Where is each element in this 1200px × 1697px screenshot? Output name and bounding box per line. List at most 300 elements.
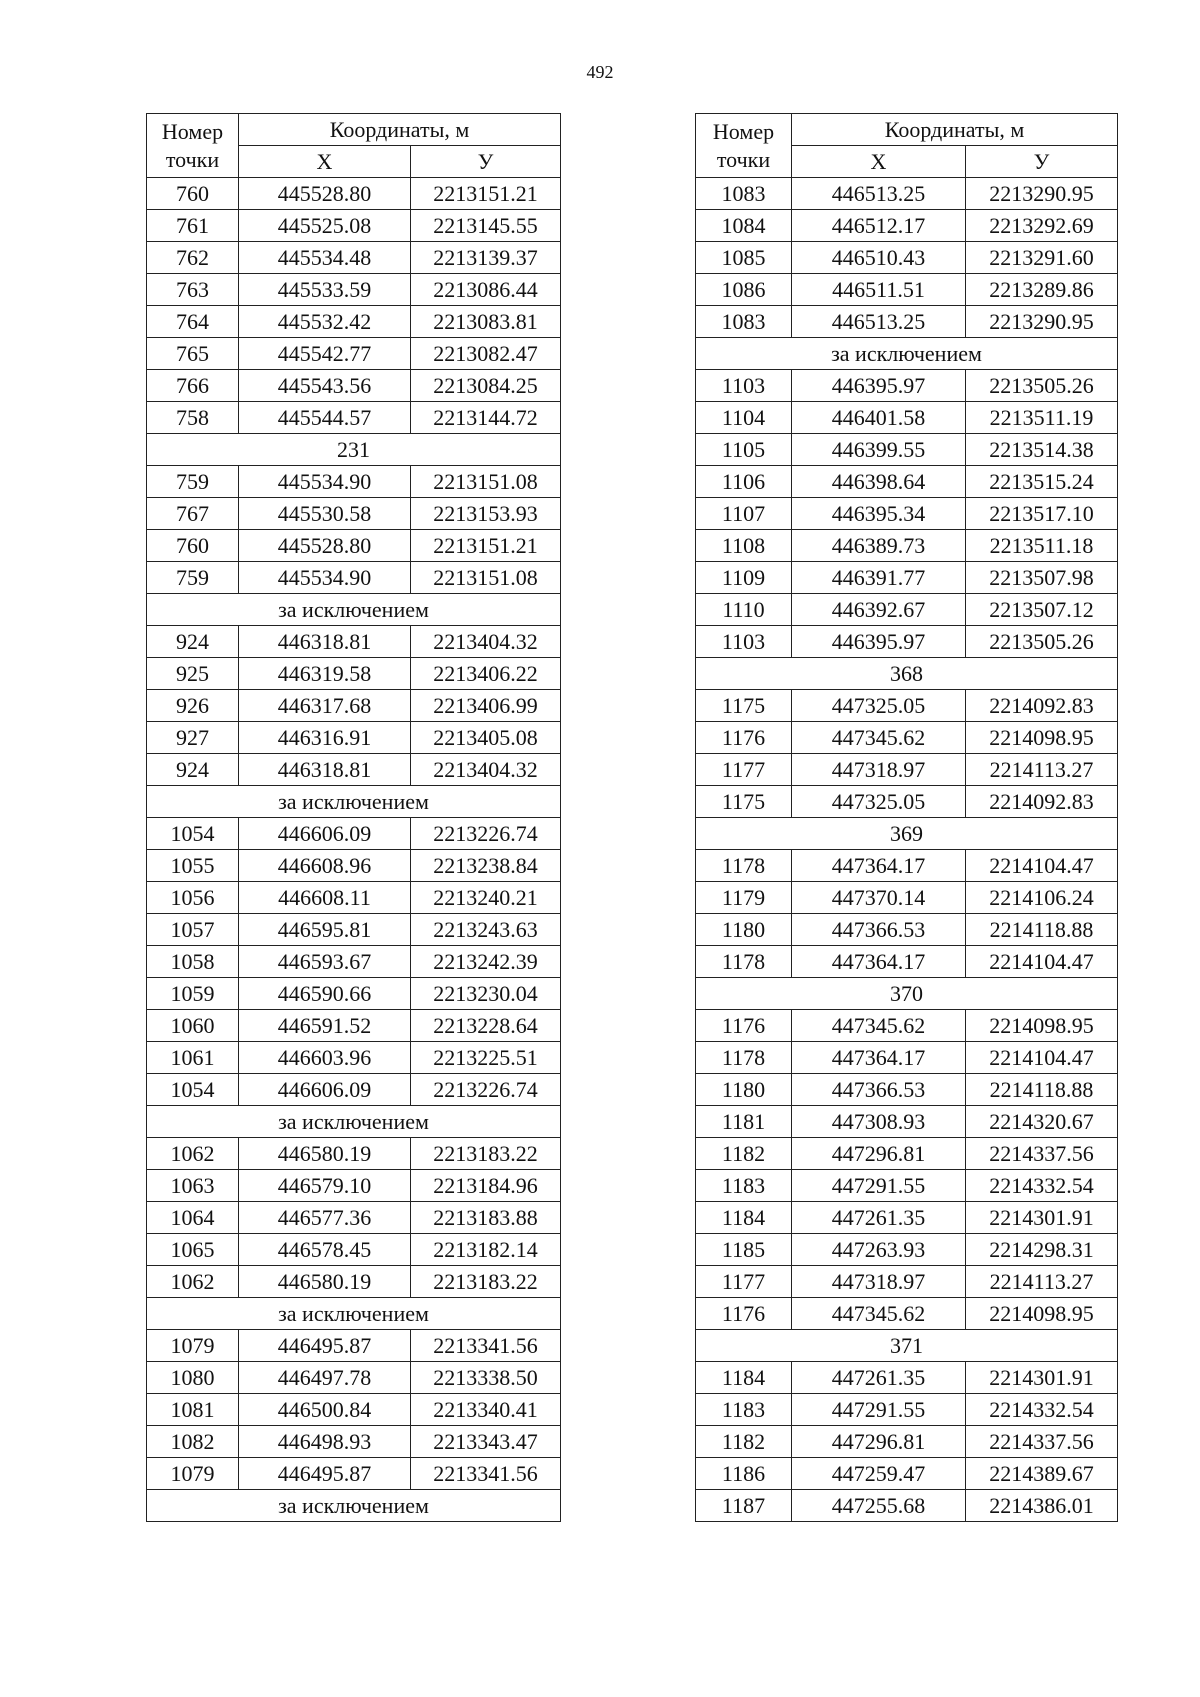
x-coordinate-cell: 446608.96: [239, 850, 411, 882]
x-coordinate-cell: 446401.58: [792, 402, 966, 434]
table-row: [147, 1394, 561, 1426]
point-number-header-line1: Номер: [712, 118, 775, 144]
y-coordinate-cell: 2213289.86: [966, 274, 1118, 306]
y-coordinate-cell: 2213153.93: [411, 498, 561, 530]
section-label: за исключением: [147, 786, 561, 818]
x-coordinate-cell: 445544.57: [239, 402, 411, 434]
section-row: [147, 434, 561, 466]
point-number-cell: 1176: [696, 722, 792, 754]
point-number-cell: 925: [147, 658, 239, 690]
point-number-header: [696, 114, 792, 178]
point-number-cell: 1057: [147, 914, 239, 946]
table-row: [696, 1106, 1118, 1138]
y-coordinate-cell: 2214389.67: [966, 1458, 1118, 1490]
x-coordinate-cell: 446318.81: [239, 626, 411, 658]
y-coordinate-cell: 2213238.84: [411, 850, 561, 882]
section-row: [696, 338, 1118, 370]
point-number-cell: 1080: [147, 1362, 239, 1394]
y-coordinate-cell: 2214118.88: [966, 914, 1118, 946]
y-coordinate-cell: 2213230.04: [411, 978, 561, 1010]
y-coordinate-cell: 2214104.47: [966, 1042, 1118, 1074]
table-row: [147, 690, 561, 722]
point-number-cell: 1175: [696, 786, 792, 818]
y-coordinate-cell: 2213151.21: [411, 530, 561, 562]
table-row: [147, 1010, 561, 1042]
table-row: [147, 1458, 561, 1490]
table-row: [147, 370, 561, 402]
table-row: [696, 402, 1118, 434]
point-number-cell: 1107: [696, 498, 792, 530]
y-coordinate-cell: 2214104.47: [966, 946, 1118, 978]
point-number-cell: 1054: [147, 818, 239, 850]
point-number-cell: 1082: [147, 1426, 239, 1458]
point-number-cell: 1083: [696, 178, 792, 210]
point-number-cell: 1056: [147, 882, 239, 914]
x-coordinate-cell: 446606.09: [239, 1074, 411, 1106]
table-row: [147, 562, 561, 594]
point-number-cell: 1181: [696, 1106, 792, 1138]
point-number-cell: 1178: [696, 1042, 792, 1074]
table-row: [696, 434, 1118, 466]
table-row: [696, 1138, 1118, 1170]
x-coordinate-cell: 446317.68: [239, 690, 411, 722]
table-row: [696, 306, 1118, 338]
x-coordinate-cell: 445534.48: [239, 242, 411, 274]
section-row: [147, 1298, 561, 1330]
x-coordinate-cell: 446578.45: [239, 1234, 411, 1266]
table-row: [696, 1010, 1118, 1042]
y-coordinate-cell: 2213406.99: [411, 690, 561, 722]
table-row: [147, 498, 561, 530]
point-number-header-line1: Номер: [161, 118, 224, 144]
point-number-cell: 1182: [696, 1138, 792, 1170]
table-row: [147, 306, 561, 338]
section-row: [696, 1330, 1118, 1362]
x-coordinate-cell: 447366.53: [792, 1074, 966, 1106]
y-coordinate-cell: 2213340.41: [411, 1394, 561, 1426]
table-row: [696, 850, 1118, 882]
point-number-cell: 1055: [147, 850, 239, 882]
point-number-cell: 1106: [696, 466, 792, 498]
y-coordinate-cell: 2214104.47: [966, 850, 1118, 882]
x-coordinate-cell: 447345.62: [792, 722, 966, 754]
table-row: [147, 754, 561, 786]
y-coordinate-cell: 2213290.95: [966, 178, 1118, 210]
table-row: [147, 466, 561, 498]
y-coordinate-cell: 2213341.56: [411, 1458, 561, 1490]
table-row: [696, 786, 1118, 818]
y-header: У: [966, 146, 1118, 178]
table-row: [147, 946, 561, 978]
point-number-cell: 1176: [696, 1298, 792, 1330]
x-coordinate-cell: 447291.55: [792, 1394, 966, 1426]
x-coordinate-cell: 445534.90: [239, 466, 411, 498]
table-row: [696, 1458, 1118, 1490]
y-coordinate-cell: 2213511.19: [966, 402, 1118, 434]
point-number-cell: 1064: [147, 1202, 239, 1234]
x-coordinate-cell: 445525.08: [239, 210, 411, 242]
section-row: [696, 658, 1118, 690]
x-coordinate-cell: 446495.87: [239, 1458, 411, 1490]
table-row: [696, 1394, 1118, 1426]
y-coordinate-cell: 2213290.95: [966, 306, 1118, 338]
table-row: [147, 210, 561, 242]
point-number-cell: 765: [147, 338, 239, 370]
x-coordinate-cell: 446498.93: [239, 1426, 411, 1458]
table-row: [696, 1490, 1118, 1522]
table-row: [696, 914, 1118, 946]
x-coordinate-cell: 446398.64: [792, 466, 966, 498]
x-coordinate-cell: 445532.42: [239, 306, 411, 338]
section-row: [696, 978, 1118, 1010]
point-number-cell: 1103: [696, 626, 792, 658]
x-coordinate-cell: 447364.17: [792, 850, 966, 882]
coordinates-header: Координаты, м: [792, 114, 1118, 146]
x-coordinate-cell: 446603.96: [239, 1042, 411, 1074]
y-coordinate-cell: 2213291.60: [966, 242, 1118, 274]
point-number-cell: 1085: [696, 242, 792, 274]
point-number-cell: 1062: [147, 1138, 239, 1170]
y-coordinate-cell: 2214113.27: [966, 754, 1118, 786]
x-coordinate-cell: 446495.87: [239, 1330, 411, 1362]
point-number-cell: 1084: [696, 210, 792, 242]
point-number-cell: 764: [147, 306, 239, 338]
table-row: [696, 1298, 1118, 1330]
point-number-cell: 1108: [696, 530, 792, 562]
coordinates-header: Координаты, м: [239, 114, 561, 146]
table-row: [147, 338, 561, 370]
table-row: [147, 1426, 561, 1458]
table-row: [696, 370, 1118, 402]
y-coordinate-cell: 2213084.25: [411, 370, 561, 402]
point-number-cell: 1185: [696, 1234, 792, 1266]
x-coordinate-cell: 447364.17: [792, 946, 966, 978]
point-number-cell: 926: [147, 690, 239, 722]
point-number-cell: 924: [147, 754, 239, 786]
y-coordinate-cell: 2213183.22: [411, 1266, 561, 1298]
x-coordinate-cell: 446580.19: [239, 1266, 411, 1298]
point-number-cell: 1083: [696, 306, 792, 338]
section-row: [147, 1106, 561, 1138]
x-coordinate-cell: 446318.81: [239, 754, 411, 786]
point-number-cell: 1175: [696, 690, 792, 722]
x-coordinate-cell: 447325.05: [792, 786, 966, 818]
point-number-cell: 1079: [147, 1330, 239, 1362]
point-number-cell: 758: [147, 402, 239, 434]
y-coordinate-cell: 2214092.83: [966, 690, 1118, 722]
x-coordinate-cell: 446391.77: [792, 562, 966, 594]
x-coordinate-cell: 447255.68: [792, 1490, 966, 1522]
point-number-cell: 1059: [147, 978, 239, 1010]
x-coordinate-cell: 446590.66: [239, 978, 411, 1010]
table-row: [147, 722, 561, 754]
y-coordinate-cell: 2213226.74: [411, 1074, 561, 1106]
y-coordinate-cell: 2214118.88: [966, 1074, 1118, 1106]
table-row: [147, 1234, 561, 1266]
section-row: [147, 1490, 561, 1522]
y-coordinate-cell: 2213183.88: [411, 1202, 561, 1234]
point-number-cell: 759: [147, 562, 239, 594]
y-coordinate-cell: 2214298.31: [966, 1234, 1118, 1266]
point-number-cell: 760: [147, 178, 239, 210]
x-coordinate-cell: 447263.93: [792, 1234, 966, 1266]
y-coordinate-cell: 2213405.08: [411, 722, 561, 754]
x-coordinate-cell: 446591.52: [239, 1010, 411, 1042]
y-coordinate-cell: 2213406.22: [411, 658, 561, 690]
point-number-cell: 1178: [696, 850, 792, 882]
point-number-cell: 1109: [696, 562, 792, 594]
table-row: [696, 1074, 1118, 1106]
table-row: [147, 1266, 561, 1298]
y-coordinate-cell: 2214301.91: [966, 1202, 1118, 1234]
point-number-cell: 1182: [696, 1426, 792, 1458]
y-coordinate-cell: 2213507.98: [966, 562, 1118, 594]
y-coordinate-cell: 2214337.56: [966, 1426, 1118, 1458]
table-body-right: [696, 178, 1118, 1522]
y-coordinate-cell: 2214332.54: [966, 1394, 1118, 1426]
x-coordinate-cell: 446319.58: [239, 658, 411, 690]
y-coordinate-cell: 2214113.27: [966, 1266, 1118, 1298]
y-coordinate-cell: 2213507.12: [966, 594, 1118, 626]
y-coordinate-cell: 2213404.32: [411, 754, 561, 786]
y-coordinate-cell: 2213517.10: [966, 498, 1118, 530]
y-coordinate-cell: 2213086.44: [411, 274, 561, 306]
y-coordinate-cell: 2213226.74: [411, 818, 561, 850]
y-coordinate-cell: 2213292.69: [966, 210, 1118, 242]
table-row: [147, 530, 561, 562]
point-number-cell: 1187: [696, 1490, 792, 1522]
table-row: [696, 1234, 1118, 1266]
table-row: [696, 1362, 1118, 1394]
point-number-cell: 1104: [696, 402, 792, 434]
table-row: [147, 626, 561, 658]
point-number-cell: 1184: [696, 1362, 792, 1394]
y-coordinate-cell: 2213184.96: [411, 1170, 561, 1202]
y-coordinate-cell: 2214098.95: [966, 1298, 1118, 1330]
y-coordinate-cell: 2213151.21: [411, 178, 561, 210]
table-row: [147, 274, 561, 306]
section-label: за исключением: [147, 1298, 561, 1330]
y-coordinate-cell: 2213404.32: [411, 626, 561, 658]
y-coordinate-cell: 2213338.50: [411, 1362, 561, 1394]
table-row: [147, 242, 561, 274]
point-number-cell: 1184: [696, 1202, 792, 1234]
y-coordinate-cell: 2214301.91: [966, 1362, 1118, 1394]
y-coordinate-cell: 2213182.14: [411, 1234, 561, 1266]
x-coordinate-cell: 445528.80: [239, 530, 411, 562]
section-label: за исключением: [147, 1490, 561, 1522]
y-coordinate-cell: 2213151.08: [411, 562, 561, 594]
section-label: 371: [696, 1330, 1118, 1362]
x-coordinate-cell: 445534.90: [239, 562, 411, 594]
x-coordinate-cell: 446595.81: [239, 914, 411, 946]
point-number-cell: 761: [147, 210, 239, 242]
table-row: [147, 914, 561, 946]
x-coordinate-cell: 445543.56: [239, 370, 411, 402]
y-coordinate-cell: 2214332.54: [966, 1170, 1118, 1202]
y-coordinate-cell: 2214092.83: [966, 786, 1118, 818]
y-coordinate-cell: 2214098.95: [966, 722, 1118, 754]
y-coordinate-cell: 2214386.01: [966, 1490, 1118, 1522]
point-number-cell: 1177: [696, 754, 792, 786]
point-number-cell: 760: [147, 530, 239, 562]
point-number-cell: 1180: [696, 1074, 792, 1106]
x-coordinate-cell: 445542.77: [239, 338, 411, 370]
section-label: за исключением: [147, 1106, 561, 1138]
point-number-cell: 1058: [147, 946, 239, 978]
x-coordinate-cell: 445533.59: [239, 274, 411, 306]
x-coordinate-cell: 447325.05: [792, 690, 966, 722]
table-row: [696, 1266, 1118, 1298]
table-row: [147, 1074, 561, 1106]
page-number: 492: [586, 62, 614, 82]
point-number-cell: 1063: [147, 1170, 239, 1202]
section-label: 369: [696, 818, 1118, 850]
x-coordinate-cell: 445530.58: [239, 498, 411, 530]
table-row: [696, 466, 1118, 498]
point-number-cell: 1061: [147, 1042, 239, 1074]
x-coordinate-cell: 447261.35: [792, 1202, 966, 1234]
x-coordinate-cell: 447318.97: [792, 754, 966, 786]
x-coordinate-cell: 446579.10: [239, 1170, 411, 1202]
x-coordinate-cell: 446580.19: [239, 1138, 411, 1170]
table-row: [696, 1170, 1118, 1202]
x-coordinate-cell: 446395.97: [792, 370, 966, 402]
x-coordinate-cell: 446511.51: [792, 274, 966, 306]
table-body-left: [147, 178, 561, 1522]
point-number-cell: 767: [147, 498, 239, 530]
x-header: X: [792, 146, 966, 178]
x-coordinate-cell: 446513.25: [792, 306, 966, 338]
table-row: [696, 722, 1118, 754]
section-label: 231: [147, 434, 561, 466]
point-number-cell: 759: [147, 466, 239, 498]
table-row: [147, 402, 561, 434]
table-row: [147, 658, 561, 690]
y-coordinate-cell: 2214106.24: [966, 882, 1118, 914]
y-coordinate-cell: 2213511.18: [966, 530, 1118, 562]
table-row: [696, 178, 1118, 210]
y-coordinate-cell: 2213228.64: [411, 1010, 561, 1042]
y-coordinate-cell: 2213144.72: [411, 402, 561, 434]
x-coordinate-cell: 446399.55: [792, 434, 966, 466]
table-row: [696, 562, 1118, 594]
point-number-cell: 1065: [147, 1234, 239, 1266]
table-row: [147, 1042, 561, 1074]
x-coordinate-cell: 446510.43: [792, 242, 966, 274]
x-coordinate-cell: 446497.78: [239, 1362, 411, 1394]
table-row: [147, 850, 561, 882]
table-row: [696, 946, 1118, 978]
x-coordinate-cell: 447345.62: [792, 1010, 966, 1042]
table-row: [696, 530, 1118, 562]
point-number-cell: 1186: [696, 1458, 792, 1490]
x-coordinate-cell: 447259.47: [792, 1458, 966, 1490]
x-coordinate-cell: 446513.25: [792, 178, 966, 210]
y-coordinate-cell: 2213514.38: [966, 434, 1118, 466]
point-number-cell: 1103: [696, 370, 792, 402]
y-coordinate-cell: 2213225.51: [411, 1042, 561, 1074]
table-header-row: [696, 114, 1118, 146]
table-row: [147, 1330, 561, 1362]
point-number-cell: 1110: [696, 594, 792, 626]
y-coordinate-cell: 2213151.08: [411, 466, 561, 498]
section-row: [147, 786, 561, 818]
x-coordinate-cell: 447370.14: [792, 882, 966, 914]
x-coordinate-cell: 447345.62: [792, 1298, 966, 1330]
section-row: [147, 594, 561, 626]
y-coordinate-cell: 2213083.81: [411, 306, 561, 338]
x-coordinate-cell: 447296.81: [792, 1426, 966, 1458]
point-number-cell: 1180: [696, 914, 792, 946]
x-coordinate-cell: 447364.17: [792, 1042, 966, 1074]
table-header-row: [147, 114, 561, 146]
table-row: [696, 754, 1118, 786]
table-row: [147, 1362, 561, 1394]
x-header: X: [239, 146, 411, 178]
x-coordinate-cell: 446606.09: [239, 818, 411, 850]
section-label: 368: [696, 658, 1118, 690]
y-coordinate-cell: 2213240.21: [411, 882, 561, 914]
section-label: 370: [696, 978, 1118, 1010]
point-number-header-line2: точки: [165, 146, 220, 172]
table-row: [147, 818, 561, 850]
y-header: У: [411, 146, 561, 178]
point-number-cell: 1179: [696, 882, 792, 914]
y-coordinate-cell: 2213341.56: [411, 1330, 561, 1362]
section-row: [696, 818, 1118, 850]
y-coordinate-cell: 2213243.63: [411, 914, 561, 946]
x-coordinate-cell: 446392.67: [792, 594, 966, 626]
x-coordinate-cell: 446389.73: [792, 530, 966, 562]
table-row: [147, 1138, 561, 1170]
point-number-cell: 1086: [696, 274, 792, 306]
x-coordinate-cell: 446512.17: [792, 210, 966, 242]
point-number-cell: 1081: [147, 1394, 239, 1426]
point-number-cell: 1183: [696, 1170, 792, 1202]
x-coordinate-cell: 447318.97: [792, 1266, 966, 1298]
table-row: [696, 594, 1118, 626]
y-coordinate-cell: 2213145.55: [411, 210, 561, 242]
point-number-cell: 924: [147, 626, 239, 658]
table-row: [147, 1202, 561, 1234]
y-coordinate-cell: 2213505.26: [966, 370, 1118, 402]
coordinates-table-left: [146, 113, 561, 1522]
x-coordinate-cell: 447308.93: [792, 1106, 966, 1138]
point-number-cell: 927: [147, 722, 239, 754]
point-number-cell: 1062: [147, 1266, 239, 1298]
y-coordinate-cell: 2213505.26: [966, 626, 1118, 658]
point-number-cell: 1054: [147, 1074, 239, 1106]
table-row: [147, 978, 561, 1010]
y-coordinate-cell: 2213343.47: [411, 1426, 561, 1458]
y-coordinate-cell: 2213139.37: [411, 242, 561, 274]
table-row: [696, 274, 1118, 306]
point-number-cell: 763: [147, 274, 239, 306]
point-number-cell: 1183: [696, 1394, 792, 1426]
y-coordinate-cell: 2214337.56: [966, 1138, 1118, 1170]
point-number-cell: 1079: [147, 1458, 239, 1490]
table-row: [147, 882, 561, 914]
point-number-cell: 766: [147, 370, 239, 402]
point-number-cell: 1177: [696, 1266, 792, 1298]
point-number-cell: 1176: [696, 1010, 792, 1042]
y-coordinate-cell: 2213515.24: [966, 466, 1118, 498]
x-coordinate-cell: 447296.81: [792, 1138, 966, 1170]
y-coordinate-cell: 2214098.95: [966, 1010, 1118, 1042]
table-row: [696, 1042, 1118, 1074]
x-coordinate-cell: 445528.80: [239, 178, 411, 210]
